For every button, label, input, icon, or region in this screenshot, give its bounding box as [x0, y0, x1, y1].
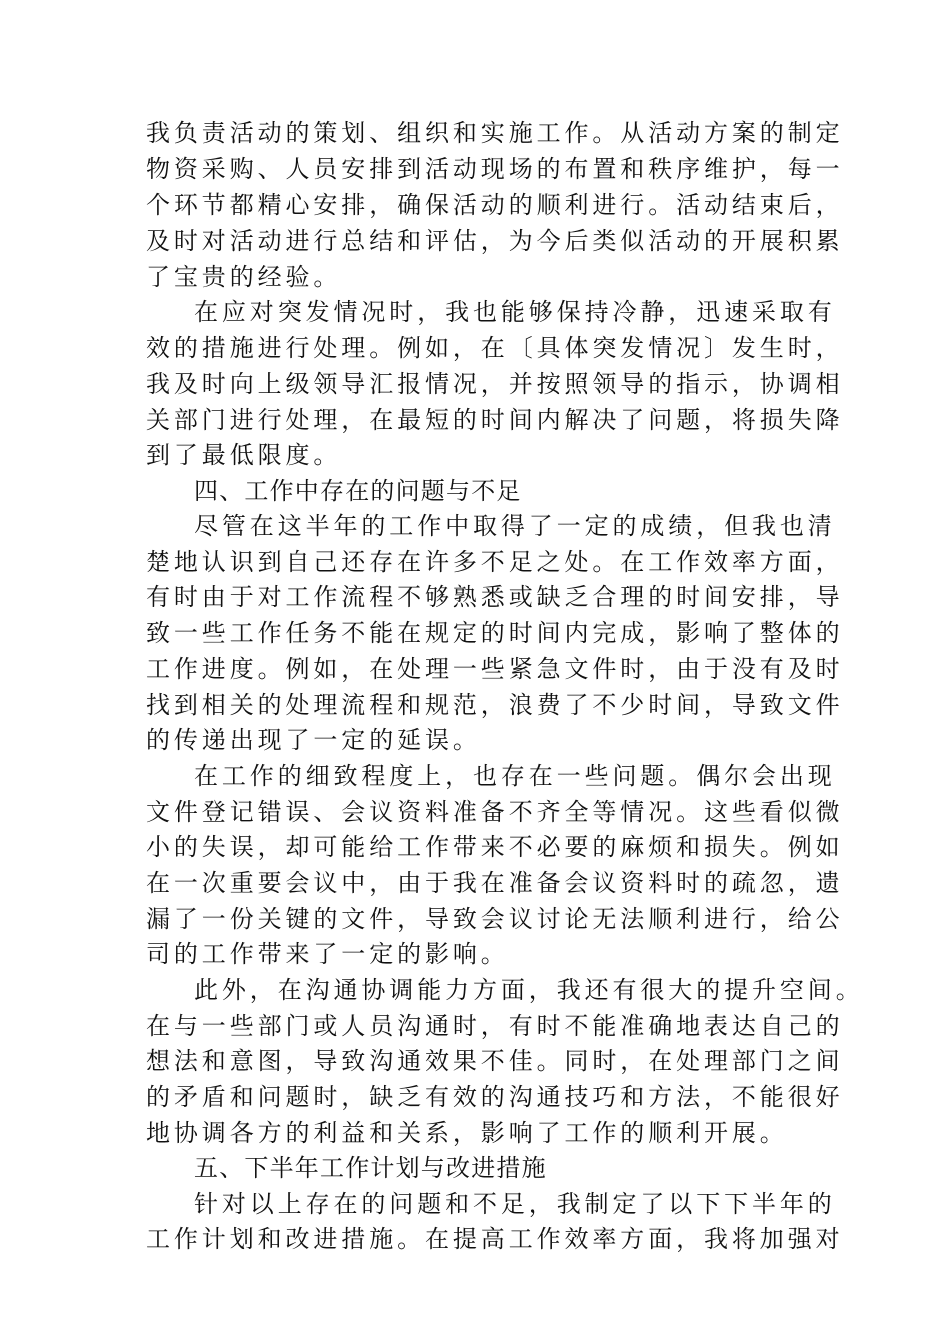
- paragraph-line: 想法和意图，导致沟通效果不佳。同时，在处理部门之间: [146, 1047, 844, 1075]
- paragraph-line: 楚地认识到自己还存在许多不足之处。在工作效率方面，: [146, 548, 844, 576]
- paragraph-line: 在一次重要会议中，由于我在准备会议资料时的疏忽，遗: [146, 869, 844, 897]
- paragraph-line: 尽管在这半年的工作中取得了一定的成绩，但我也清: [194, 512, 836, 540]
- paragraph-line: 我及时向上级领导汇报情况，并按照领导的指示，协调相: [146, 370, 844, 398]
- paragraph-line: 工作进度。例如，在处理一些紧急文件时，由于没有及时: [146, 655, 844, 683]
- paragraph-line: 找到相关的处理流程和规范，浪费了不少时间，导致文件: [146, 691, 844, 719]
- paragraph-line: 我负责活动的策划、组织和实施工作。从活动方案的制定: [146, 119, 844, 147]
- paragraph-line: 的矛盾和问题时，缺乏有效的沟通技巧和方法，不能很好: [146, 1083, 844, 1111]
- paragraph-line: 漏了一份关键的文件，导致会议讨论无法顺利进行，给公: [146, 905, 844, 933]
- paragraph-line: 致一些工作任务不能在规定的时间内完成，影响了整体的: [146, 619, 844, 647]
- paragraph-line: 的传递出现了一定的延误。: [146, 726, 481, 754]
- section-heading: 四、工作中存在的问题与不足: [194, 477, 522, 505]
- paragraph-line: 效的措施进行处理。例如，在〔具体突发情况〕发生时，: [146, 334, 844, 362]
- paragraph-line: 地协调各方的利益和关系，影响了工作的顺利开展。: [146, 1119, 788, 1147]
- paragraph-line: 物资采购、人员安排到活动现场的布置和秩序维护，每一: [146, 155, 844, 183]
- paragraph-line: 到了最低限度。: [146, 441, 342, 469]
- section-heading: 五、下半年工作计划与改进措施: [194, 1154, 547, 1182]
- paragraph-line: 了宝贵的经验。: [146, 263, 342, 291]
- paragraph-line: 有时由于对工作流程不够熟悉或缺乏合理的时间安排，导: [146, 583, 844, 611]
- paragraph-line: 小的失误，却可能给工作带来不必要的麻烦和损失。例如: [146, 833, 844, 861]
- paragraph-line: 及时对活动进行总结和评估，为今后类似活动的开展积累: [146, 227, 844, 255]
- paragraph-line: 工作计划和改进措施。在提高工作效率方面，我将加强对: [146, 1225, 844, 1253]
- paragraph-line: 关部门进行处理，在最短的时间内解决了问题，将损失降: [146, 406, 844, 434]
- paragraph-line: 此外，在沟通协调能力方面，我还有很大的提升空间。: [194, 976, 864, 1004]
- paragraph-line: 在与一些部门或人员沟通时，有时不能准确地表达自己的: [146, 1012, 844, 1040]
- paragraph-line: 司的工作带来了一定的影响。: [146, 940, 509, 968]
- paragraph-line: 在工作的细致程度上，也存在一些问题。偶尔会出现: [194, 762, 836, 790]
- paragraph-line: 个环节都精心安排，确保活动的顺利进行。活动结束后，: [146, 191, 844, 219]
- paragraph-line: 在应对突发情况时，我也能够保持冷静，迅速采取有: [194, 298, 836, 326]
- paragraph-line: 针对以上存在的问题和不足，我制定了以下下半年的: [194, 1190, 836, 1218]
- paragraph-line: 文件登记错误、会议资料准备不齐全等情况。这些看似微: [146, 798, 844, 826]
